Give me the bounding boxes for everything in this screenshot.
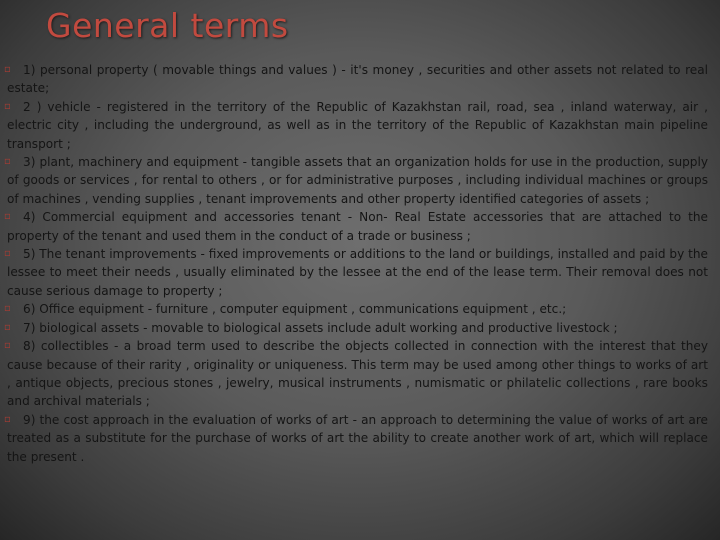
list-item-text: 7) biological assets - movable to biological assets include adult working and productive livestock ; [23,320,618,335]
bullet-icon: ▫ [4,211,11,223]
list-item [4,98,708,153]
list-item [4,300,708,318]
bullet-icon: ▫ [4,321,11,333]
list-item [4,411,708,466]
list-item-text: 2 ) vehicle - registered in the territory of the Republic of Kazakhstan rail, road, sea , inland waterway, air , electric city , including the underground, as well as in the territory of the Republic of Kazakhstan main pipeline transport ; [7,99,708,151]
list-item-text: 5) The tenant improvements - fixed improvements or additions to the land or buildings, installed and paid by the lessee to meet their needs , usually eliminated by the lessee at the end of the lease term. Their removal does not cause serious damage to property ; [7,247,708,298]
list-item-text: 8) collectibles - a broad term used to describe the objects collected in connection with the interest that they cause because of their rarity , originality or uniqueness. This term may be used among other things to works of art , antique objects, precious stones , jewelry, musical instruments , numismatic or philatelic collections , rare books and archival materials ; [7,339,708,409]
bullet-icon: ▫ [4,413,11,425]
list-item-text: 6) Office equipment - furniture , computer equipment , communications equipment , etc.; [23,302,567,317]
list-item [4,337,708,411]
bullet-icon: ▫ [4,100,11,112]
list-item [4,208,708,245]
list-item-text: 4) Commercial equipment and accessories tenant - Non- Real Estate accessories that are attached to the property of the tenant and used them in the conduct of a trade or business ; [7,210,708,243]
list-item-text: 3) plant, machinery and equipment - tangible assets that an organization holds for use in the production, supply of goods or services , for rental to others , or for administrative purposes , including individual machines or groups of machines , vending supplies , tenant improvements and other property identified categories of assets ; [7,155,708,206]
list-item-text: 1) personal property ( movable things and values ) - it's money , securities and other assets not related to real estate; [7,63,708,96]
bullet-icon: ▫ [4,156,11,168]
list-item [4,319,708,337]
bullet-icon: ▫ [4,64,11,75]
list-item [4,61,708,98]
slide-title: General terms [46,6,289,45]
terms-list [4,61,708,466]
bullet-icon: ▫ [4,340,11,352]
list-item-text: 9) the cost approach in the evaluation of works of art - an approach to determining the value of works of art are treated as a substitute for the purchase of works of art the ability to create another work of art, which will replace the present . [7,412,708,464]
bullet-icon: ▫ [4,303,11,315]
list-item [4,153,708,208]
bullet-icon: ▫ [4,248,11,260]
list-item [4,245,708,300]
